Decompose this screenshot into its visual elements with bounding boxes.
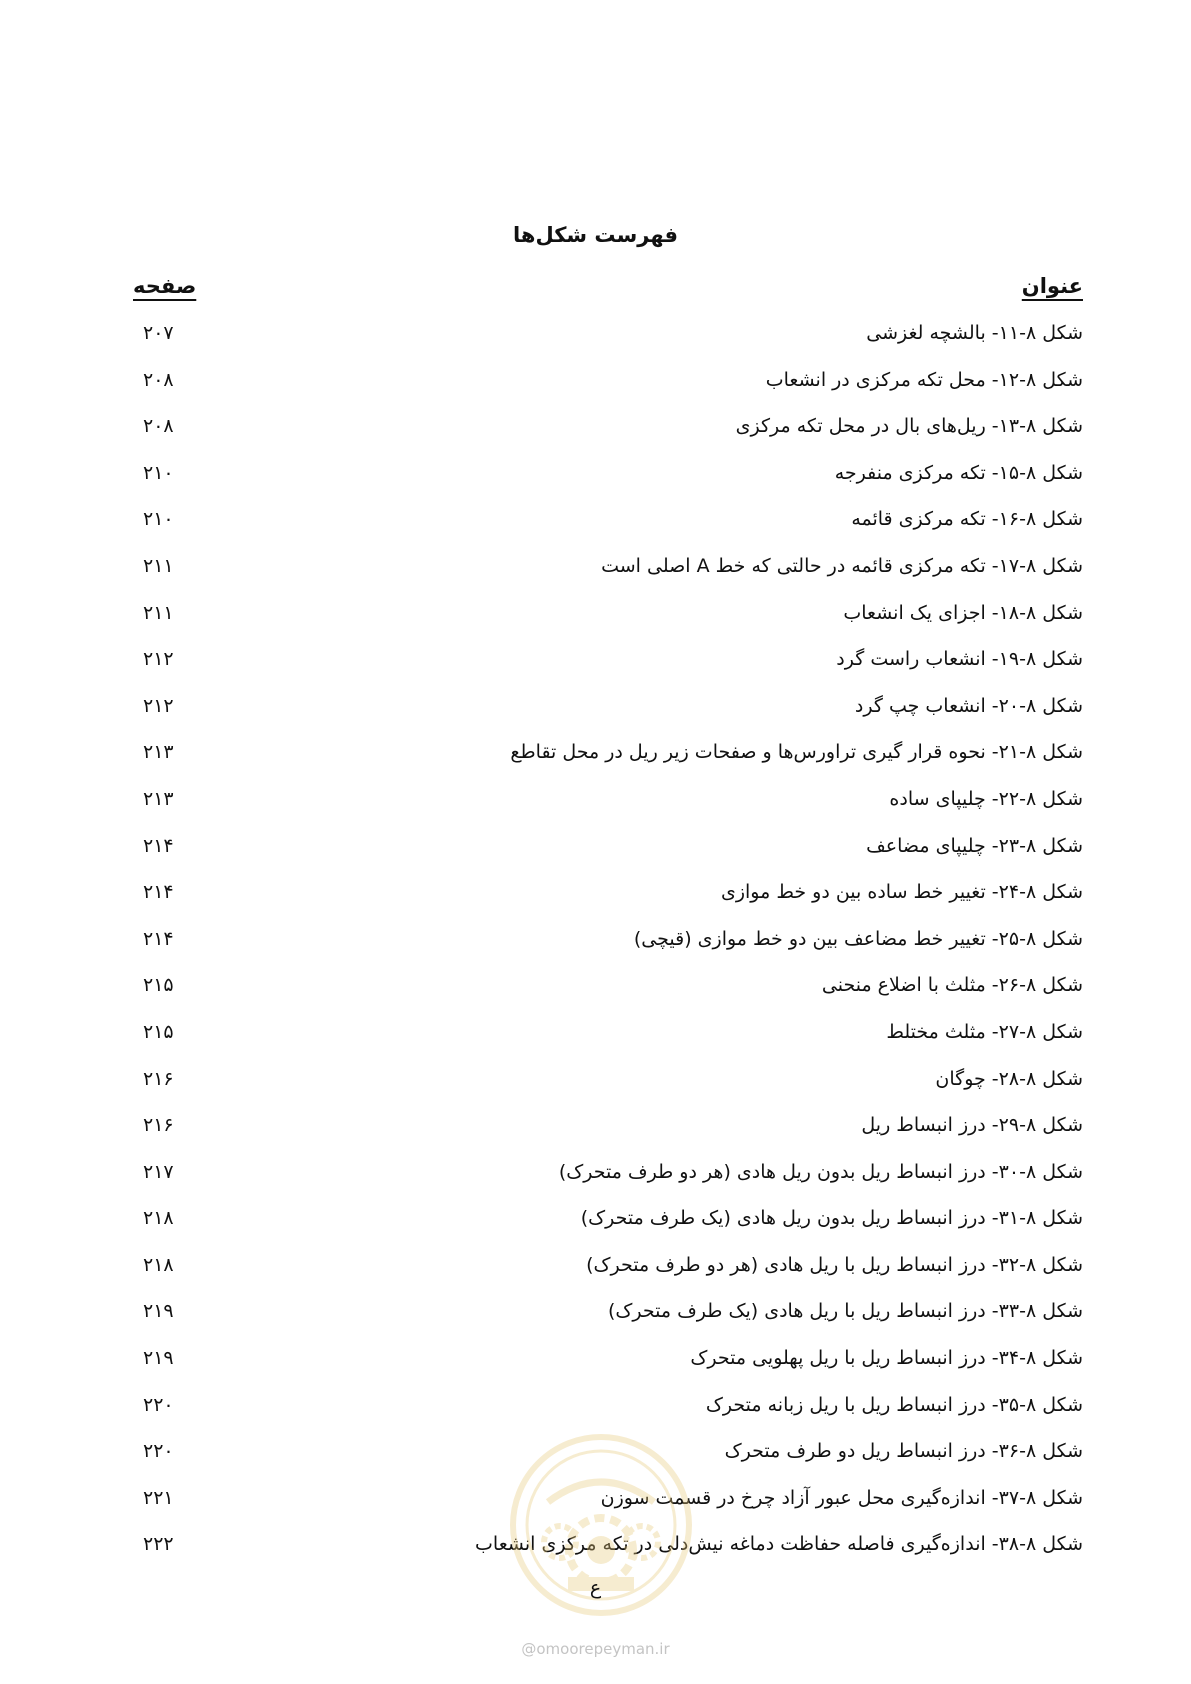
toc-entry-title: شکل ۸-۱۵- تکه مرکزی منفرجه (834, 461, 1083, 484)
toc-entry-page: ۲۱۱ (143, 601, 174, 624)
toc-entry-page: ۲۱۸ (143, 1207, 174, 1230)
toc-entry-title: شکل ۸-۱۲- محل تکه مرکزی در انشعاب (765, 368, 1083, 391)
toc-entry-title: شکل ۸-۳۸- اندازه‌گیری فاصله حفاظت دماغه نیش‌دلی در تکه مرکزی انشعاب (475, 1533, 1083, 1556)
page-title: فهرست شکل‌ها (513, 223, 678, 247)
toc-entry-title: شکل ۸-۱۹- انشعاب راست گرد (836, 648, 1083, 671)
toc-entry-title: شکل ۸-۲۷- مثلث مختلط (886, 1020, 1083, 1043)
toc-entry (133, 598, 1083, 645)
toc-entry-page: ۲۰۸ (143, 368, 174, 391)
toc-entry (133, 877, 1083, 924)
toc-entry-title: شکل ۸-۲۱- نحوه قرار گیری تراورس‌ها و صفحات زیر ریل در محل تقاطع (510, 741, 1083, 764)
toc-entry (133, 1250, 1083, 1297)
toc-entry-page: ۲۱۴ (143, 834, 174, 857)
toc-entry (133, 365, 1083, 412)
toc-entry-page: ۲۱۵ (143, 974, 174, 997)
toc-entry (133, 1017, 1083, 1064)
toc-entry-page: ۲۱۳ (143, 741, 174, 764)
page-number: ع (589, 1577, 602, 1599)
toc-entry-page: ۲۲۰ (143, 1440, 174, 1463)
column-title-heading: عنوان (1021, 274, 1083, 298)
toc-entry (133, 970, 1083, 1017)
toc-entry-page: ۲۰۷ (143, 322, 174, 344)
toc-list (133, 318, 1083, 1576)
toc-entry-page: ۲۱۲ (143, 694, 174, 717)
toc-entry-page: ۲۱۶ (143, 1067, 174, 1090)
toc-entry (133, 644, 1083, 691)
toc-entry (133, 551, 1083, 598)
toc-entry-title: شکل ۸-۲۳- چلیپای مضاعف (866, 834, 1083, 857)
toc-entry-title: شکل ۸-۳۱- درز انبساط ریل بدون ریل هادی (یک طرف متحرک) (580, 1207, 1083, 1230)
toc-entry-page: ۲۱۸ (143, 1253, 174, 1276)
toc-entry (133, 1064, 1083, 1111)
toc-entry-page: ۲۲۱ (143, 1486, 174, 1509)
toc-entry-page: ۲۱۴ (143, 927, 174, 950)
toc-entry-title: شکل ۸-۲۵- تغییر خط مضاعف بین دو خط موازی (قیچی) (633, 927, 1083, 950)
toc-entry-title: شکل ۸-۲۴- تغییر خط ساده بین دو خط موازی (720, 881, 1083, 904)
toc-entry-title: شکل ۸-۳۵- درز انبساط ریل با ریل زبانه متحرک (705, 1393, 1083, 1416)
toc-entry-title: شکل ۸-۲۸- چوگان (935, 1067, 1083, 1090)
toc-entry (133, 831, 1083, 878)
toc-entry-title: شکل ۸-۱۳- ریل‌های بال در محل تکه مرکزی (735, 415, 1083, 438)
toc-entry-title: شکل ۸-۲۶- مثلث با اضلاع منحنی (821, 974, 1083, 997)
toc-entry-page: ۲۱۹ (143, 1300, 174, 1323)
toc-entry-title: شکل ۸-۳۰- درز انبساط ریل بدون ریل هادی (هر دو طرف متحرک) (558, 1160, 1083, 1183)
toc-entry-title: شکل ۸-۲۹- درز انبساط ریل (861, 1114, 1083, 1137)
toc-entry-title: شکل ۸-۲۲- چلیپای ساده (889, 787, 1083, 810)
toc-entry-page: ۲۱۰ (143, 508, 174, 531)
toc-entry-page: ۲۱۵ (143, 1020, 174, 1043)
toc-entry-page: ۲۱۴ (143, 881, 174, 904)
toc-entry-page: ۲۱۷ (143, 1160, 174, 1183)
toc-entry-title: شکل ۸-۳۲- درز انبساط ریل با ریل هادی (هر دو طرف متحرک) (586, 1253, 1083, 1276)
toc-entry-page: ۲۱۹ (143, 1347, 174, 1370)
toc-entry-title: شکل ۸-۱۸- اجزای یک انشعاب (843, 601, 1083, 624)
toc-entry-page: ۲۱۳ (143, 787, 174, 810)
toc-entry (133, 1390, 1083, 1437)
toc-entry-title: شکل ۸-۲۰- انشعاب چپ گرد (854, 694, 1083, 717)
toc-entry-title: شکل ۸-۱۷- تکه مرکزی قائمه در حالتی که خط A اصلی است (601, 554, 1083, 577)
toc-entry (133, 1343, 1083, 1390)
toc-entry (133, 1110, 1083, 1157)
toc-entry (133, 1203, 1083, 1250)
column-page-heading: صفحه (133, 274, 197, 298)
toc-entry-title: شکل ۸-۳۶- درز انبساط ریل دو طرف متحرک (724, 1440, 1083, 1463)
toc-entry (133, 504, 1083, 551)
toc-entry (133, 1296, 1083, 1343)
toc-entry (133, 737, 1083, 784)
toc-entry-page: ۲۲۰ (143, 1393, 174, 1416)
toc-entry (133, 318, 1083, 365)
toc-entry-page: ۲۲۲ (143, 1533, 174, 1556)
toc-entry-page: ۲۱۶ (143, 1114, 174, 1137)
toc-header (133, 274, 1083, 308)
toc-entry-page: ۲۱۱ (143, 554, 174, 577)
toc-entry (133, 458, 1083, 505)
toc-entry (133, 411, 1083, 458)
toc-entry-title: شکل ۸-۳۷- اندازه‌گیری محل عبور آزاد چرخ در قسمت سوزن (600, 1486, 1083, 1509)
toc-entry-page: ۲۱۰ (143, 461, 174, 484)
toc-entry-page: ۲۱۲ (143, 648, 174, 671)
toc-entry-title: شکل ۸-۳۳- درز انبساط ریل با ریل هادی (یک طرف متحرک) (608, 1300, 1083, 1323)
toc-entry-page: ۲۰۸ (143, 415, 174, 438)
toc-entry-title: شکل ۸-۱۱- بالشچه لغزشی (866, 322, 1083, 344)
toc-entry-title: شکل ۸-۱۶- تکه مرکزی قائمه (851, 508, 1083, 531)
toc-entry (133, 691, 1083, 738)
toc-entry (133, 1157, 1083, 1204)
watermark-url: @omoorepeyman.ir (521, 1640, 670, 1658)
toc-entry (133, 784, 1083, 831)
toc-entry-title: شکل ۸-۳۴- درز انبساط ریل با ریل پهلویی متحرک (690, 1347, 1083, 1370)
toc-entry (133, 924, 1083, 971)
